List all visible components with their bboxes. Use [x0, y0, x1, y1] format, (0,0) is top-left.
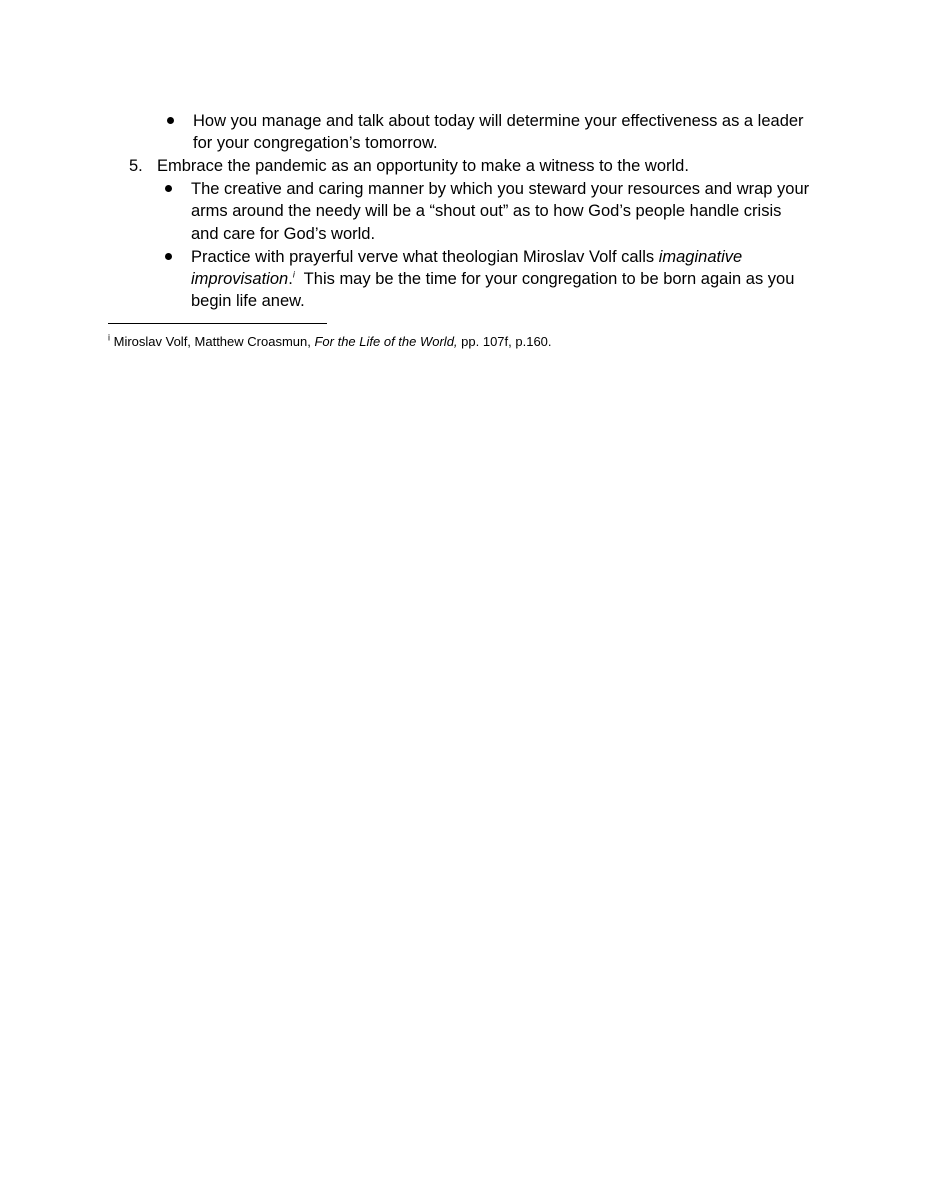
footnote-marker: i	[108, 332, 110, 343]
footnote-separator	[108, 323, 327, 324]
footnote-reference-marker[interactable]: i	[292, 269, 295, 280]
bullet-3-italic-term: imaginative	[658, 248, 743, 266]
bullet-3-line-2	[191, 268, 794, 290]
bullet-icon	[165, 185, 172, 192]
bullet-3-line-2-rest: This may be the time for your congregation to be born again as you	[294, 270, 795, 288]
numbered-item-text: Embrace the pandemic as an opportunity to make a witness to the world.	[157, 157, 689, 175]
bullet-2-line-3: and care for God’s world.	[191, 225, 376, 243]
bullet-3-line-1	[191, 246, 742, 268]
bullet-icon	[167, 117, 174, 124]
bullet-1-line-1: How you manage and talk about today will determine your effectiveness as a leader	[193, 112, 804, 130]
footnote-pages: pp. 107f, p.160.	[457, 334, 552, 349]
bullet-3-line-3: begin life anew.	[191, 292, 305, 310]
bullet-icon	[165, 253, 172, 260]
bullet-3-line-1-text: Practice with prayerful verve what theologian Miroslav Volf calls	[191, 248, 659, 266]
footnote-title: For the Life of the World,	[314, 334, 458, 349]
bullet-3-italic-term-2: improvisation	[191, 270, 289, 288]
bullet-2-line-2: arms around the needy will be a “shout out” as to how God’s people handle crisis	[191, 202, 782, 220]
bullet-3-period: .	[288, 270, 293, 288]
footnote	[108, 333, 552, 351]
bullet-1-line-2: for your congregation’s tomorrow.	[193, 134, 438, 152]
bullet-2-line-1: The creative and caring manner by which you steward your resources and wrap your	[191, 180, 810, 198]
footnote-authors: Miroslav Volf, Matthew Croasmun,	[110, 334, 315, 349]
list-number: 5.	[129, 157, 143, 175]
